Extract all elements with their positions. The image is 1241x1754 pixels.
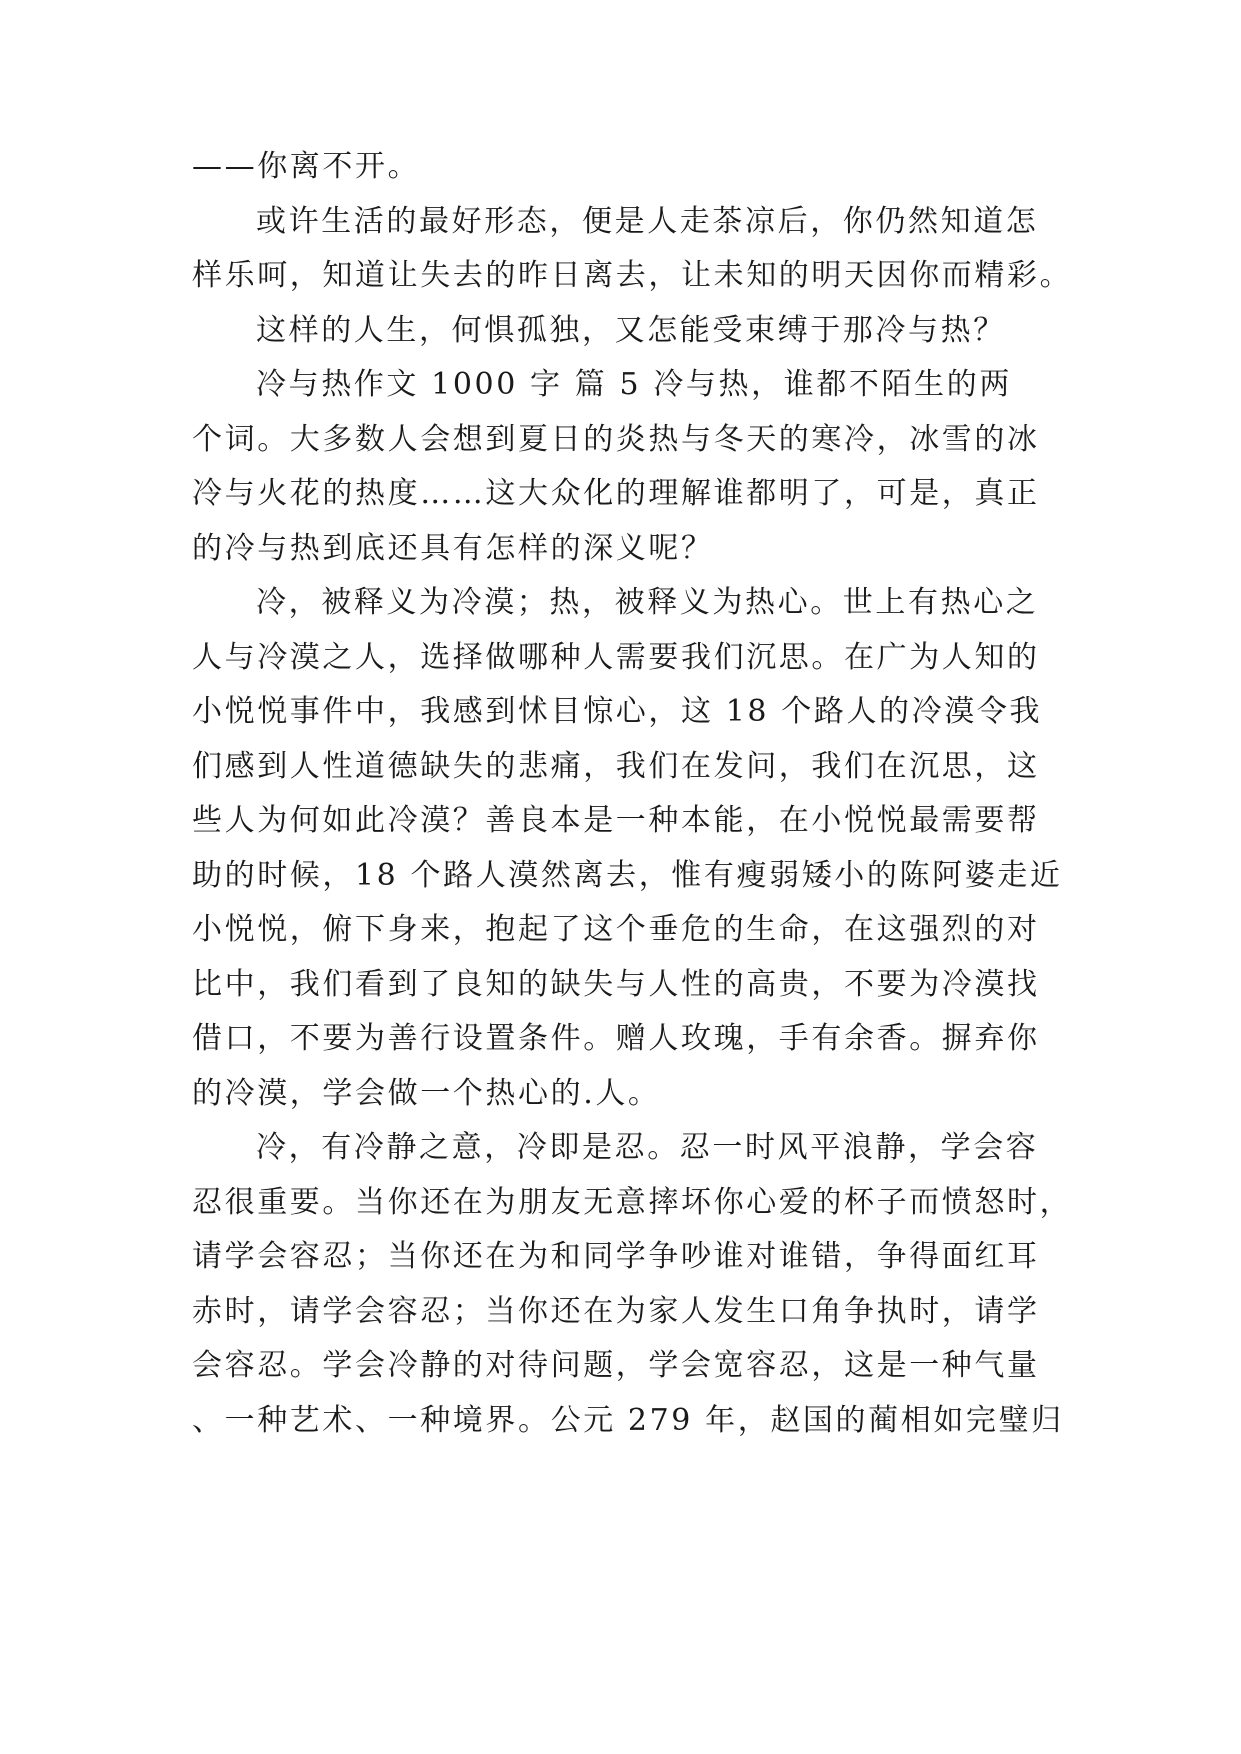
text-line: 请学会容忍；当你还在为和同学争吵谁对谁错，争得面红耳 (192, 1239, 1040, 1274)
text-line: ——你离不开。 (192, 149, 421, 184)
text-line: 冷与火花的热度……这大众化的理解谁都明了，可是，真正 (192, 476, 1040, 511)
text-line: 助的时候，18 个路人漠然离去，惟有瘦弱矮小的陈阿婆走近 (192, 857, 1063, 893)
text-line: 的冷与热到底还具有怎样的深义呢？ (192, 530, 714, 566)
text-line: 的冷漠，学会做一个热心的.人。 (192, 1075, 661, 1111)
text-line: 这样的人生，何惧孤独，又怎能受束缚于那冷与热？ (256, 312, 1006, 348)
text-line: 赤时，请学会容忍；当你还在为家人发生口角争执时，请学 (192, 1293, 1040, 1329)
text-line: 、一种艺术、一种境界。公元 279 年，赵国的蔺相如完璧归 (192, 1402, 1064, 1438)
text-line: 们感到人性道德缺失的悲痛，我们在发问，我们在沉思，这 (192, 748, 1040, 784)
text-line: 冷，有冷静之意，冷即是忍。忍一时风平浪静，学会容 (256, 1130, 1039, 1165)
text-line: 小悦悦事件中，我感到怵目惊心，这 18 个路人的冷漠令我 (192, 694, 1043, 729)
text-line: 借口，不要为善行设置条件。赠人玫瑰，手有余香。摒弃你 (192, 1021, 1040, 1056)
text-line: 比中，我们看到了良知的缺失与人性的高贵，不要为冷漠找 (192, 966, 1040, 1002)
text-line: 些人为何如此冷漠？善良本是一种本能，在小悦悦最需要帮 (192, 803, 1040, 838)
text-line: 个词。大多数人会想到夏日的炎热与冬天的寒冷，冰雪的冰 (192, 421, 1040, 457)
text-line: 冷与热作文 1000 字 篇 5 冷与热，谁都不陌生的两 (256, 367, 1012, 402)
text-line: 样乐呵，知道让失去的昨日离去，让未知的明天因你而精彩。 (192, 258, 1073, 293)
text-line: 或许生活的最好形态，便是人走茶凉后，你仍然知道怎 (256, 203, 1039, 239)
text-line: 冷，被释义为冷漠；热，被释义为热心。世上有热心之 (256, 585, 1039, 620)
text-line: 人与冷漠之人，选择做哪种人需要我们沉思。在广为人知的 (192, 639, 1040, 675)
text-line: 小悦悦，俯下身来，抱起了这个垂危的生命，在这强烈的对 (192, 912, 1040, 947)
text-line: 会容忍。学会冷静的对待问题，学会宽容忍，这是一种气量 (192, 1348, 1040, 1383)
text-line: 忍很重要。当你还在为朋友无意摔坏你心爱的杯子而愤怒时， (192, 1184, 1073, 1220)
